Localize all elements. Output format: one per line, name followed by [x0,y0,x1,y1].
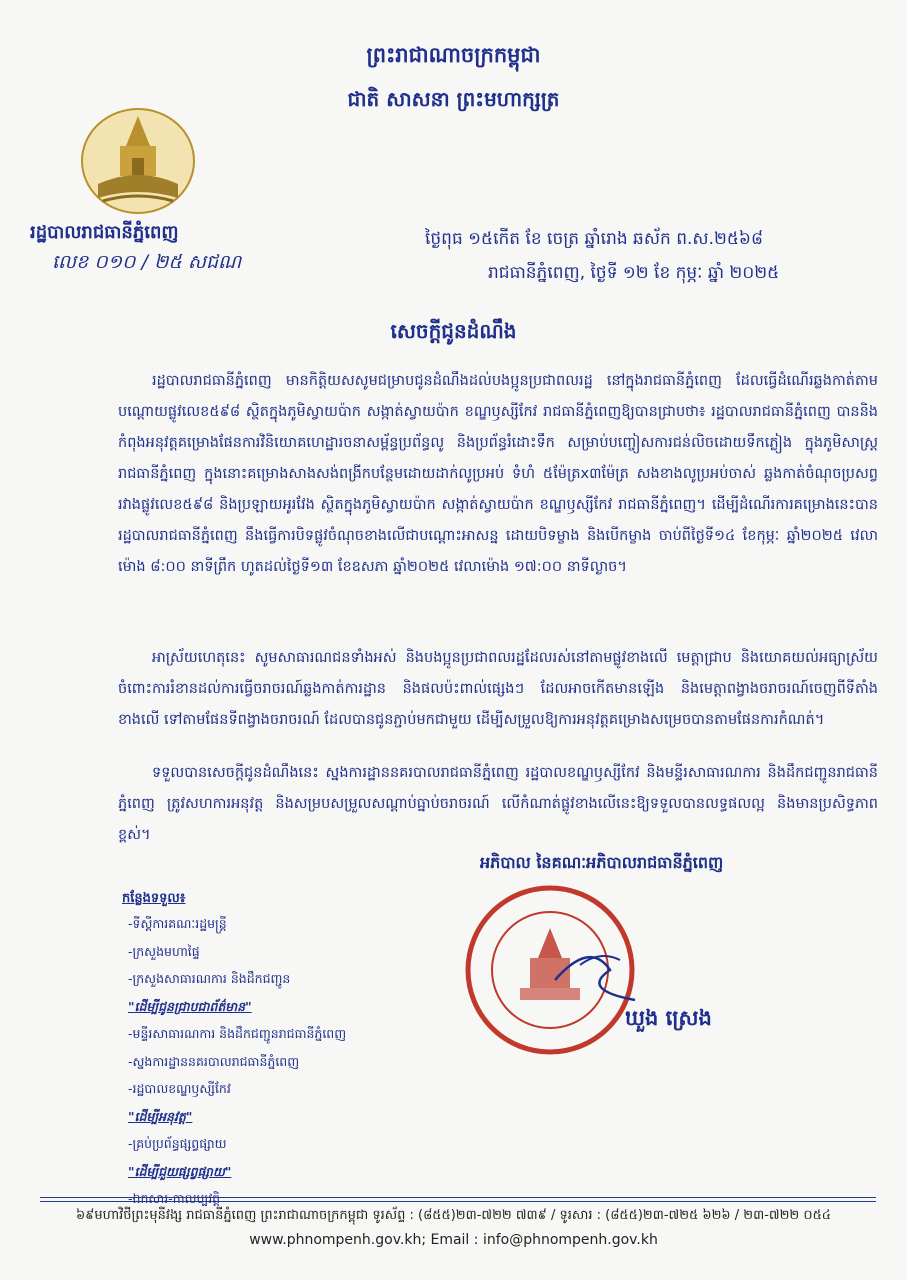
footer-divider [40,1197,876,1198]
footer-divider [40,1201,876,1202]
national-motto: ជាតិ សាសនា ព្រះមហាក្សត្រ [347,87,560,111]
kingdom-heading: ព្រះរាជាណាចក្រកម្ពុជា [366,43,541,67]
solar-date: រាជធានីភ្នំពេញ, ថ្ងៃទី ១២ ខែ កុម្ភៈ ឆ្នាំ ២០២៥ [488,263,780,283]
phnom-penh-emblem [78,106,198,216]
recipients-title: កន្លែងទទួល៖ [122,891,186,906]
lunar-date: ថ្ងៃពុធ ១៥កើត ខែ ចេត្រ ឆ្នាំរោង ឆស័ក ព.ស.២៥៦៨ [425,229,763,249]
paragraph-2: អាស្រ័យហេតុនេះ សូមសាធារណជនទាំងអស់ និងបងប្អូនប្រជាពលរដ្ឋដែលរស់នៅតាមផ្លូវខាងលើ មេត្តាជ្រាប និងយោគយល់អធ្យាស្រ័យចំពោះការរំខានដល់ការធ្វើចរាចរណ៍ឆ្លងកាត់ការដ្ឋាន និងផលប៉ះពាល់ផ្សេងៗ ដែលអាចកើតមានឡើង និងមេត្តាពង្វាងចរាចរណ៍ចេញពីទីតាំងខាងលើ ទៅតាមផែនទីពង្វាងចរាចរណ៍ ដែលបានជូនភ្ជាប់មកជាមួយ ដើម្បីសម្រួលឱ្យការអនុវត្តគម្រោងសម្រេចបានតាមផែនការកំណត់។ [118,650,878,728]
recipient-item: -ឯកសារ-កាលប្បវត្តិ [128,1191,221,1206]
signer-name: ឃួង ស្រេង [625,1006,712,1030]
signer-position: អភិបាល នៃគណៈអភិបាលរាជធានីភ្នំពេញ [480,853,724,872]
recipient-item: -មន្ទីរសាធារណការ និងដឹកជញ្ជូនរាជធានីភ្នំពេញ [128,1026,347,1041]
recipient-item: -រដ្ឋបាលខណ្ឌឫស្សីកែវ [128,1081,231,1096]
office-name: រដ្ឋបាលរាជធានីភ្នំពេញ [30,222,179,243]
paragraph-1: រដ្ឋបាលរាជធានីភ្នំពេញ មានកិត្តិយសសូមជម្រាបជូនដំណឹងដល់បងប្អូនប្រជាពលរដ្ឋ នៅក្នុងរាជធានីភ្នំពេញ ដែលធ្វើដំណើរឆ្លងកាត់តាមបណ្តោយផ្លូវលេខ៥៩៨ ស្ថិតក្នុងភូមិស្វាយប៉ាក សង្កាត់ស្វាយប៉ាក ខណ្ឌឫស្សីកែវ រាជធានីភ្នំពេញឱ្យបានជ្រាបថា៖ រដ្ឋបាលរាជធានីភ្នំពេញ បាននិងកំពុងអនុវត្តគម្រោងផែនការវិនិយោគហេដ្ឋារចនាសម្ព័ន្ធប្រព័ន្ធលូ និងប្រព័ន្ធរំដោះទឹក សម្រាប់បញ្ចៀសការជន់លិចដោយទឹកភ្លៀង ក្នុងភូមិសាស្ត្ររាជធានីភ្នំពេញ ក្នុងនោះគម្រោងសាងសង់ពង្រីកបន្ថែមដោយដាក់លូប្រអប់ ទំហំ ៥ម៉ែត្រx៣ម៉ែត្រ សងខាងលូប្រអប់ចាស់ ឆ្លងកាត់ចំណុចប្រសព្វរវាងផ្លូវលេខ៥៩៨ និងប្រឡាយអូរវែង ស្ថិតក្នុងភូមិស្វាយប៉ាក សង្កាត់ស្វាយប៉ាក ខណ្ឌឫស្សីកែវ រាជធានីភ្នំពេញ។ ដើម្បីដំណើរការគម្រោងនេះបាន រដ្ឋបាលរាជធានីភ្នំពេញ នឹងធ្វើការបិទផ្លូវចំណុចខាងលើជាបណ្តោះអាសន្ន ដោយបិទម្ខាង និងបើកម្ខាង ចាប់ពីថ្ងៃទី១៤ ខែកុម្ភៈ ឆ្នាំ២០២៥ វេលាម៉ោង ៨:០០ នាទីព្រឹក ហូតដល់ថ្ងៃទី១៣ ខែឧសភា ឆ្នាំ២០២៥ វេលាម៉ោង ១៧:០០ នាទីល្ងាច។ [118,373,878,575]
recipient-purpose: "ដើម្បីជូនជ្រាបជាព័ត៌មាន" [128,998,252,1014]
recipients-list [128,910,346,1213]
recipient-item: -ក្រសួងមហាផ្ទៃ [128,943,200,959]
reference-number: លេខ ០១០ / ២៥ សជណ [52,251,242,273]
document-title: សេចក្តីជូនដំណឹង [390,319,517,343]
footer-address: ៦៩មហាវិថីព្រះមុនីវង្ស រាជធានីភ្នំពេញ ព្រះរាជាណាចក្រកម្ពុជា ទូរស័ព្ទ : (៨៥៥)២៣-៧២២ ៧៣៩ / ទូរសារ : (៨៥៥)២៣-៧២៥ ៦២៦ / ២៣-៧២២ ០៥៤ [75,1208,832,1223]
recipient-item: -ស្នងការដ្ឋាននគរបាលរាជធានីភ្នំពេញ [128,1053,300,1069]
recipient-purpose: "ដើម្បីអនុវត្ត" [128,1108,193,1124]
recipient-item: -ក្រសួងសាធារណការ និងដឹកជញ្ជូន [128,971,291,986]
footer-contact: www.phnompenh.gov.kh; Email : info@phnompenh.gov.kh [249,1232,658,1248]
recipient-item: -ទីស្តីការគណៈរដ្ឋមន្ត្រី [128,916,227,931]
recipient-item: -គ្រប់ប្រព័ន្ធផ្សព្វផ្សាយ [128,1136,227,1151]
recipient-purpose: "ដើម្បីជួយផ្សព្វផ្សាយ" [128,1163,232,1179]
official-seal [460,880,640,1060]
paragraph-3: ទទួលបានសេចក្តីជូនដំណឹងនេះ ស្នងការដ្ឋាននគរបាលរាជធានីភ្នំពេញ រដ្ឋបាលខណ្ឌឫស្សីកែវ និងមន្ទីរសាធារណការ និងដឹកជញ្ជូនរាជធានីភ្នំពេញ ត្រូវសហការអនុវត្ត និងសម្របសម្រួលសណ្តាប់ធ្នាប់ចរាចរណ៍ លើកំណាត់ផ្លូវខាងលើនេះឱ្យទទួលបានលទ្ធផលល្អ និងមានប្រសិទ្ធភាពខ្ពស់។ [118,765,878,843]
